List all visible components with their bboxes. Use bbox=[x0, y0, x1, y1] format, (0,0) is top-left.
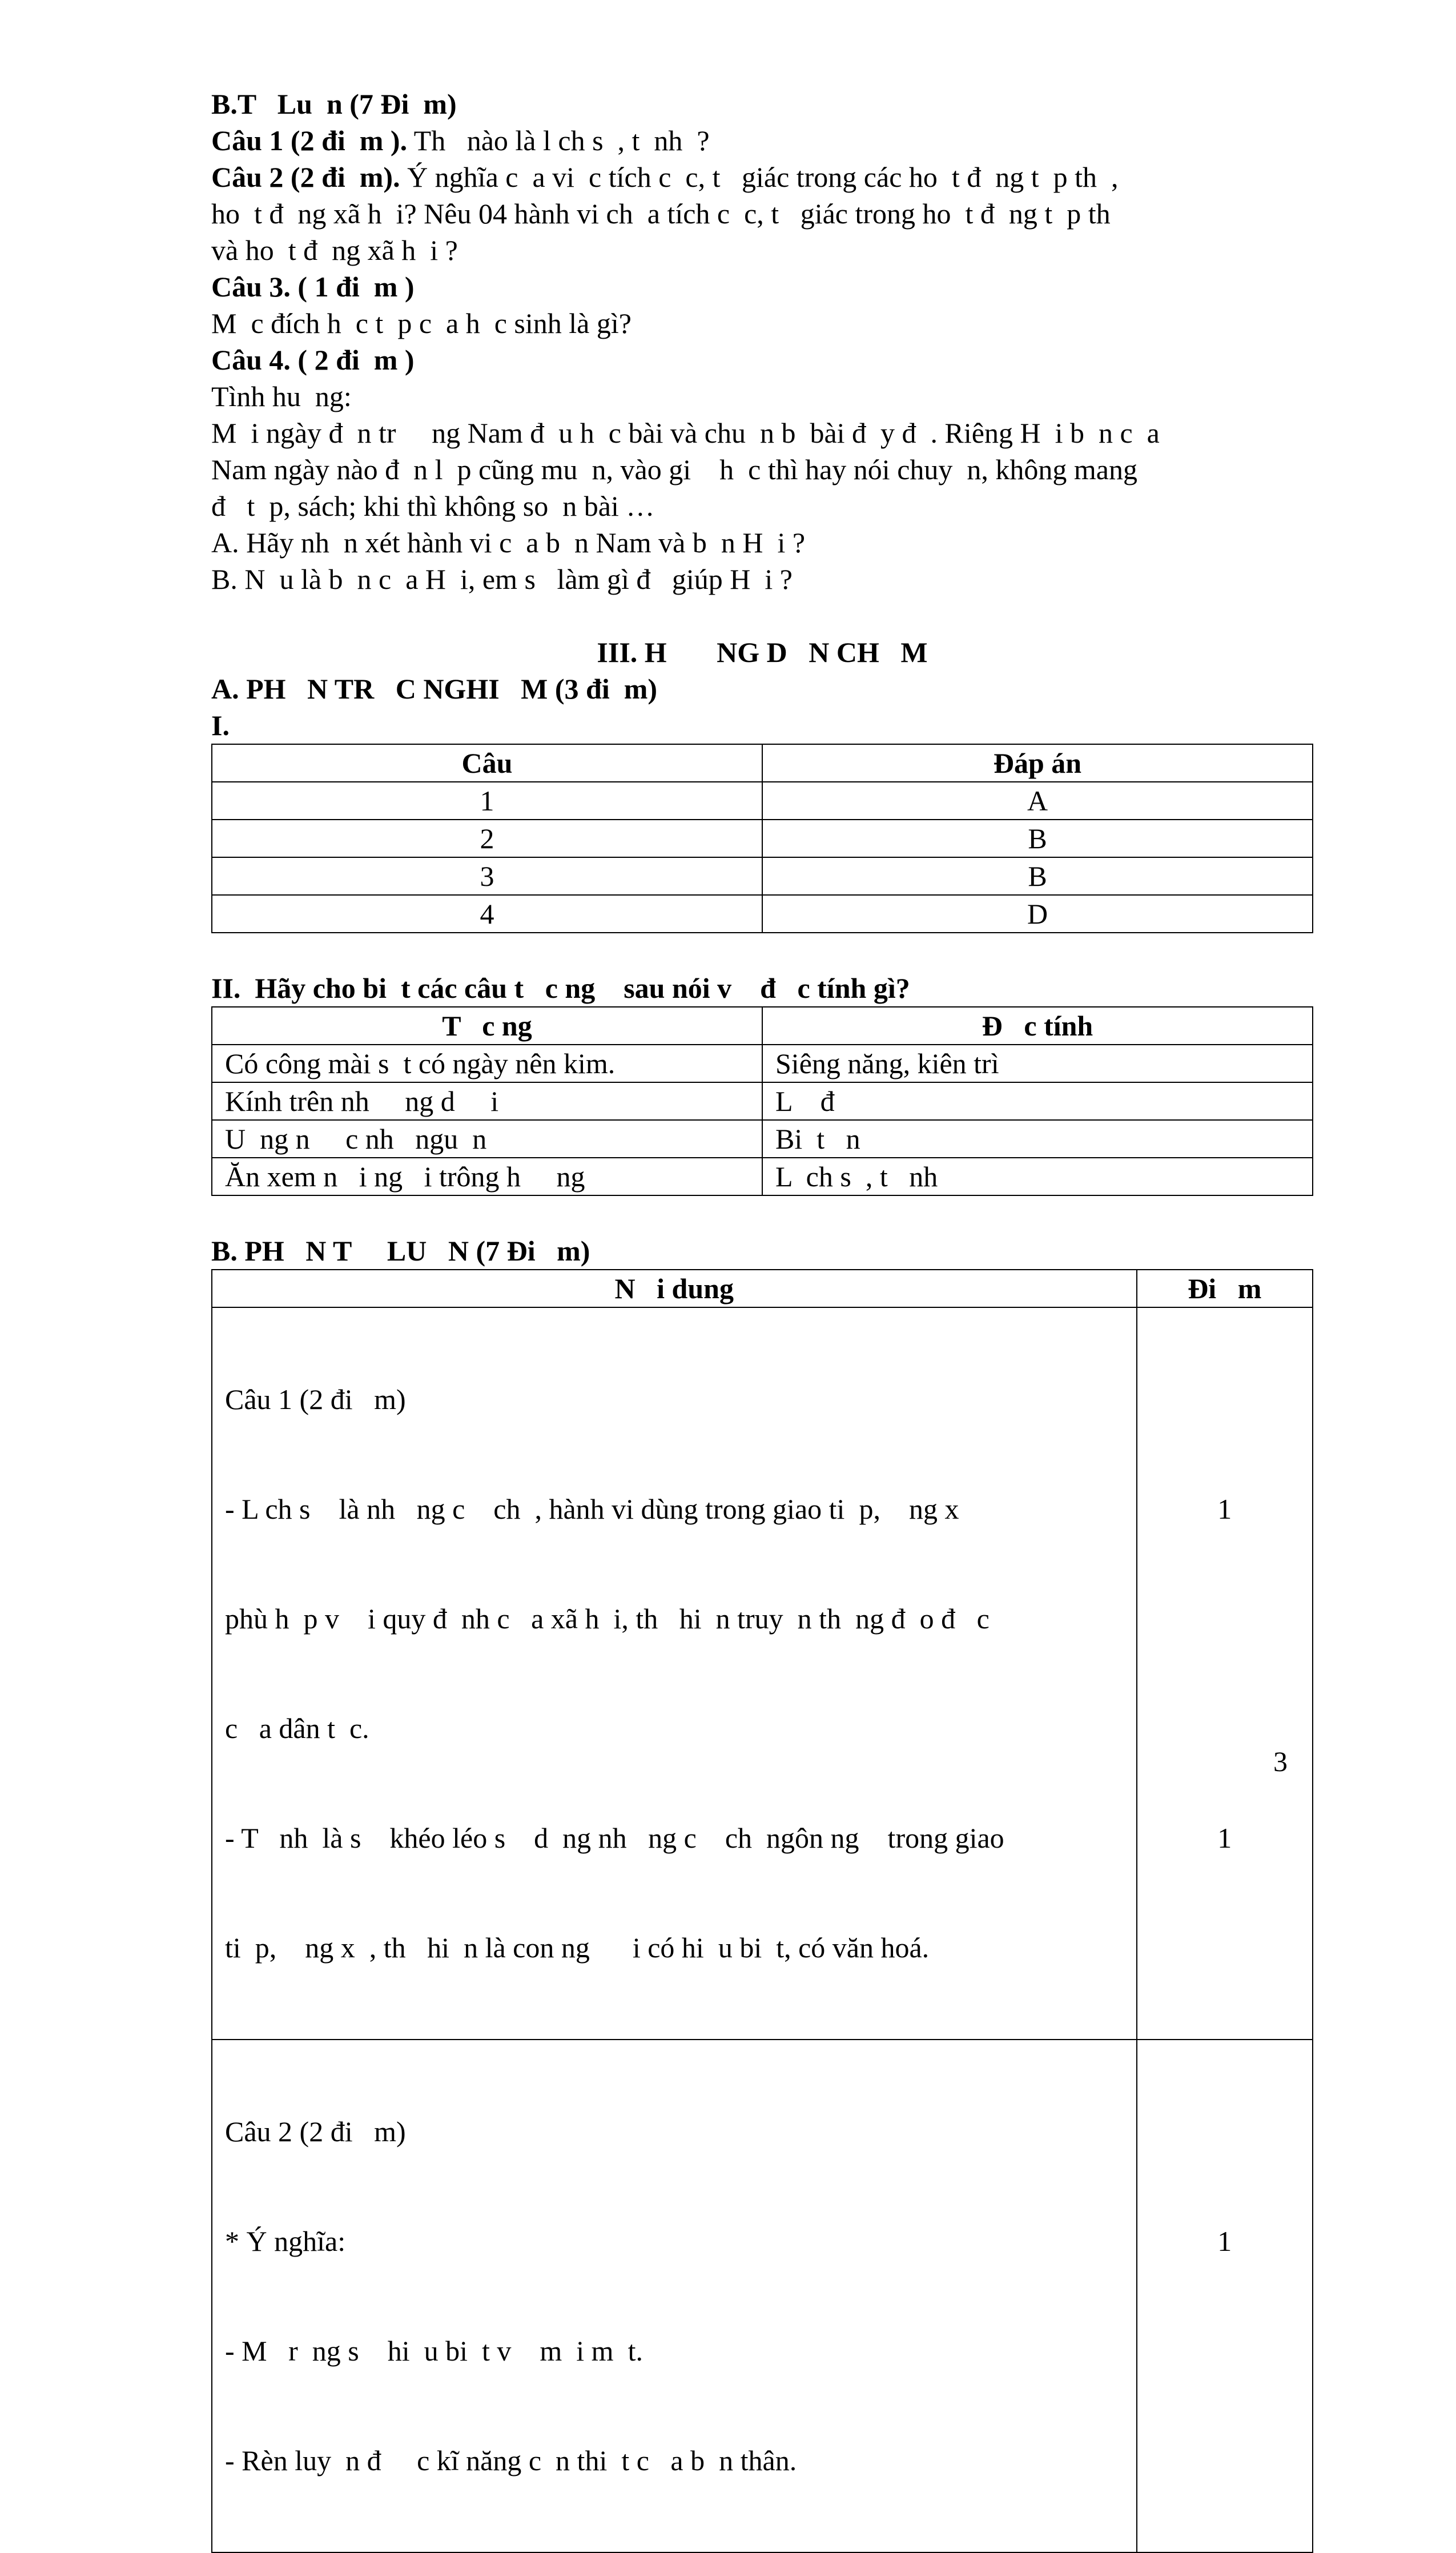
column-header: N i dung bbox=[212, 1270, 1137, 1307]
part-b-answer-title: B. PH N T LU N (7 Đi m) bbox=[211, 1235, 590, 1267]
column-header: Đáp án bbox=[762, 744, 1313, 782]
row-1-point-1: 1 bbox=[1217, 1493, 1232, 1525]
row-1-point-2: 1 bbox=[1217, 1822, 1232, 1854]
row-1-line-2: phù h p v i quy đ nh c a xã h i, th hi n truy n th ng đ o đ c bbox=[225, 1603, 990, 1635]
table-cell: 4 bbox=[212, 895, 762, 933]
table-row bbox=[212, 1045, 1313, 1082]
table-row bbox=[212, 1158, 1313, 1195]
row-2-point-1: 1 bbox=[1217, 2225, 1232, 2257]
answer-key-table bbox=[211, 744, 1313, 933]
table-row bbox=[212, 1082, 1313, 1120]
section-3-title: III. H NG D N CH M bbox=[597, 636, 928, 668]
table-cell: A bbox=[762, 782, 1313, 820]
question-3-text: M c đích h c t p c a h c sinh là gì? bbox=[211, 307, 632, 339]
table-header-row bbox=[212, 1007, 1313, 1045]
question-4-line-2: Nam ngày nào đ n l p cũng mu n, vào gi h c thì hay nói chuy n, không mang bbox=[211, 453, 1137, 485]
table-cell: B bbox=[762, 820, 1313, 857]
table-row bbox=[212, 1120, 1313, 1158]
part-a-sub-2: II. Hãy cho bi t các câu t c ng sau nói v đ c tính gì? bbox=[211, 972, 910, 1004]
part-a-sub-1: I. bbox=[211, 709, 230, 741]
question-1 bbox=[211, 122, 1313, 159]
column-header: T c ng bbox=[212, 1007, 762, 1045]
table-row bbox=[212, 2040, 1313, 2552]
table-header-row bbox=[212, 744, 1313, 782]
table-cell: U ng n c nh ngu n bbox=[212, 1120, 762, 1158]
question-2-line-2: ho t đ ng xã h i? Nêu 04 hành vi ch a tích c c, t giác trong ho t đ ng t p th bbox=[211, 198, 1111, 230]
table-cell: Bi t n bbox=[762, 1120, 1313, 1158]
table-cell: D bbox=[762, 895, 1313, 933]
row-2-title: Câu 2 (2 đi m) bbox=[225, 2116, 406, 2147]
row-2-line-3: - Rèn luy n đ c kĩ năng c n thi t c a b n thân. bbox=[225, 2444, 797, 2476]
question-4-situation: Tình hu ng: bbox=[211, 380, 352, 412]
scoring-table bbox=[211, 1269, 1313, 2553]
question-3-label: Câu 3. ( 1 đi m ) bbox=[211, 271, 415, 303]
table-cell: Có công mài s t có ngày nên kim. bbox=[212, 1045, 762, 1082]
table-cell: Siêng năng, kiên trì bbox=[762, 1045, 1313, 1082]
table-cell bbox=[1137, 1307, 1313, 2040]
column-header: Đi m bbox=[1137, 1270, 1313, 1307]
table-cell: Ăn xem n i ng i trông h ng bbox=[212, 1158, 762, 1195]
page-number: 3 bbox=[1273, 1745, 1288, 1777]
table-cell: 3 bbox=[212, 857, 762, 895]
table-cell: L đ bbox=[762, 1082, 1313, 1120]
table-row bbox=[212, 1307, 1313, 2040]
row-1-line-1: - L ch s là nh ng c ch , hành vi dùng trong giao ti p, ng x bbox=[225, 1493, 959, 1525]
table-header-row bbox=[212, 1270, 1313, 1307]
row-1-title: Câu 1 (2 đi m) bbox=[225, 1383, 406, 1415]
table-row bbox=[212, 782, 1313, 820]
table-cell: L ch s , t nh bbox=[762, 1158, 1313, 1195]
row-1-line-3: c a dân t c. bbox=[225, 1712, 369, 1744]
question-4-label: Câu 4. ( 2 đi m ) bbox=[211, 344, 415, 376]
row-2-line-1: * Ý nghĩa: bbox=[225, 2225, 346, 2257]
table-row bbox=[212, 857, 1313, 895]
question-2-label: Câu 2 (2 đi m). bbox=[211, 161, 400, 193]
table-cell: B bbox=[762, 857, 1313, 895]
table-cell bbox=[212, 1307, 1137, 2040]
column-header: Đ c tính bbox=[762, 1007, 1313, 1045]
question-4-part-a: A. Hãy nh n xét hành vi c a b n Nam và b n H i ? bbox=[211, 527, 806, 559]
part-a-title: A. PH N TR C NGHI M (3 đi m) bbox=[211, 673, 658, 705]
column-header: Câu bbox=[212, 744, 762, 782]
table-cell: 2 bbox=[212, 820, 762, 857]
table-cell: 1 bbox=[212, 782, 762, 820]
table-cell: Kính trên nh ng d i bbox=[212, 1082, 762, 1120]
question-4-line-1: M i ngày đ n tr ng Nam đ u h c bài và chu n b bài đ y đ . Riêng H i b n c a bbox=[211, 417, 1160, 449]
table-row bbox=[212, 895, 1313, 933]
row-1-line-4: - T nh là s khéo léo s d ng nh ng c ch ngôn ng trong giao bbox=[225, 1822, 1004, 1854]
question-4-part-b: B. N u là b n c a H i, em s làm gì đ giúp H i ? bbox=[211, 563, 793, 595]
question-4-line-3: đ t p, sách; khi thì không so n bài … bbox=[211, 490, 655, 522]
table-row bbox=[212, 820, 1313, 857]
question-2 bbox=[211, 159, 1313, 195]
row-1-line-5: ti p, ng x , th hi n là con ng i có hi u bi t, có văn hoá. bbox=[225, 1932, 930, 1964]
table-cell bbox=[1137, 2040, 1313, 2552]
question-2-text: Ý nghĩa c a vi c tích c c, t giác trong các ho t đ ng t p th , bbox=[400, 161, 1119, 193]
question-2-line-3: và ho t đ ng xã h i ? bbox=[211, 234, 458, 266]
table-cell bbox=[212, 2040, 1137, 2552]
question-1-text: Th nào là l ch s , t nh ? bbox=[407, 125, 710, 156]
part-b-title: B.T Lu n (7 Đi m) bbox=[211, 88, 457, 120]
proverb-table bbox=[211, 1006, 1313, 1196]
row-2-line-2: - M r ng s hi u bi t v m i m t. bbox=[225, 2335, 643, 2367]
page-content bbox=[211, 86, 1313, 2553]
question-1-label: Câu 1 (2 đi m ). bbox=[211, 125, 408, 156]
